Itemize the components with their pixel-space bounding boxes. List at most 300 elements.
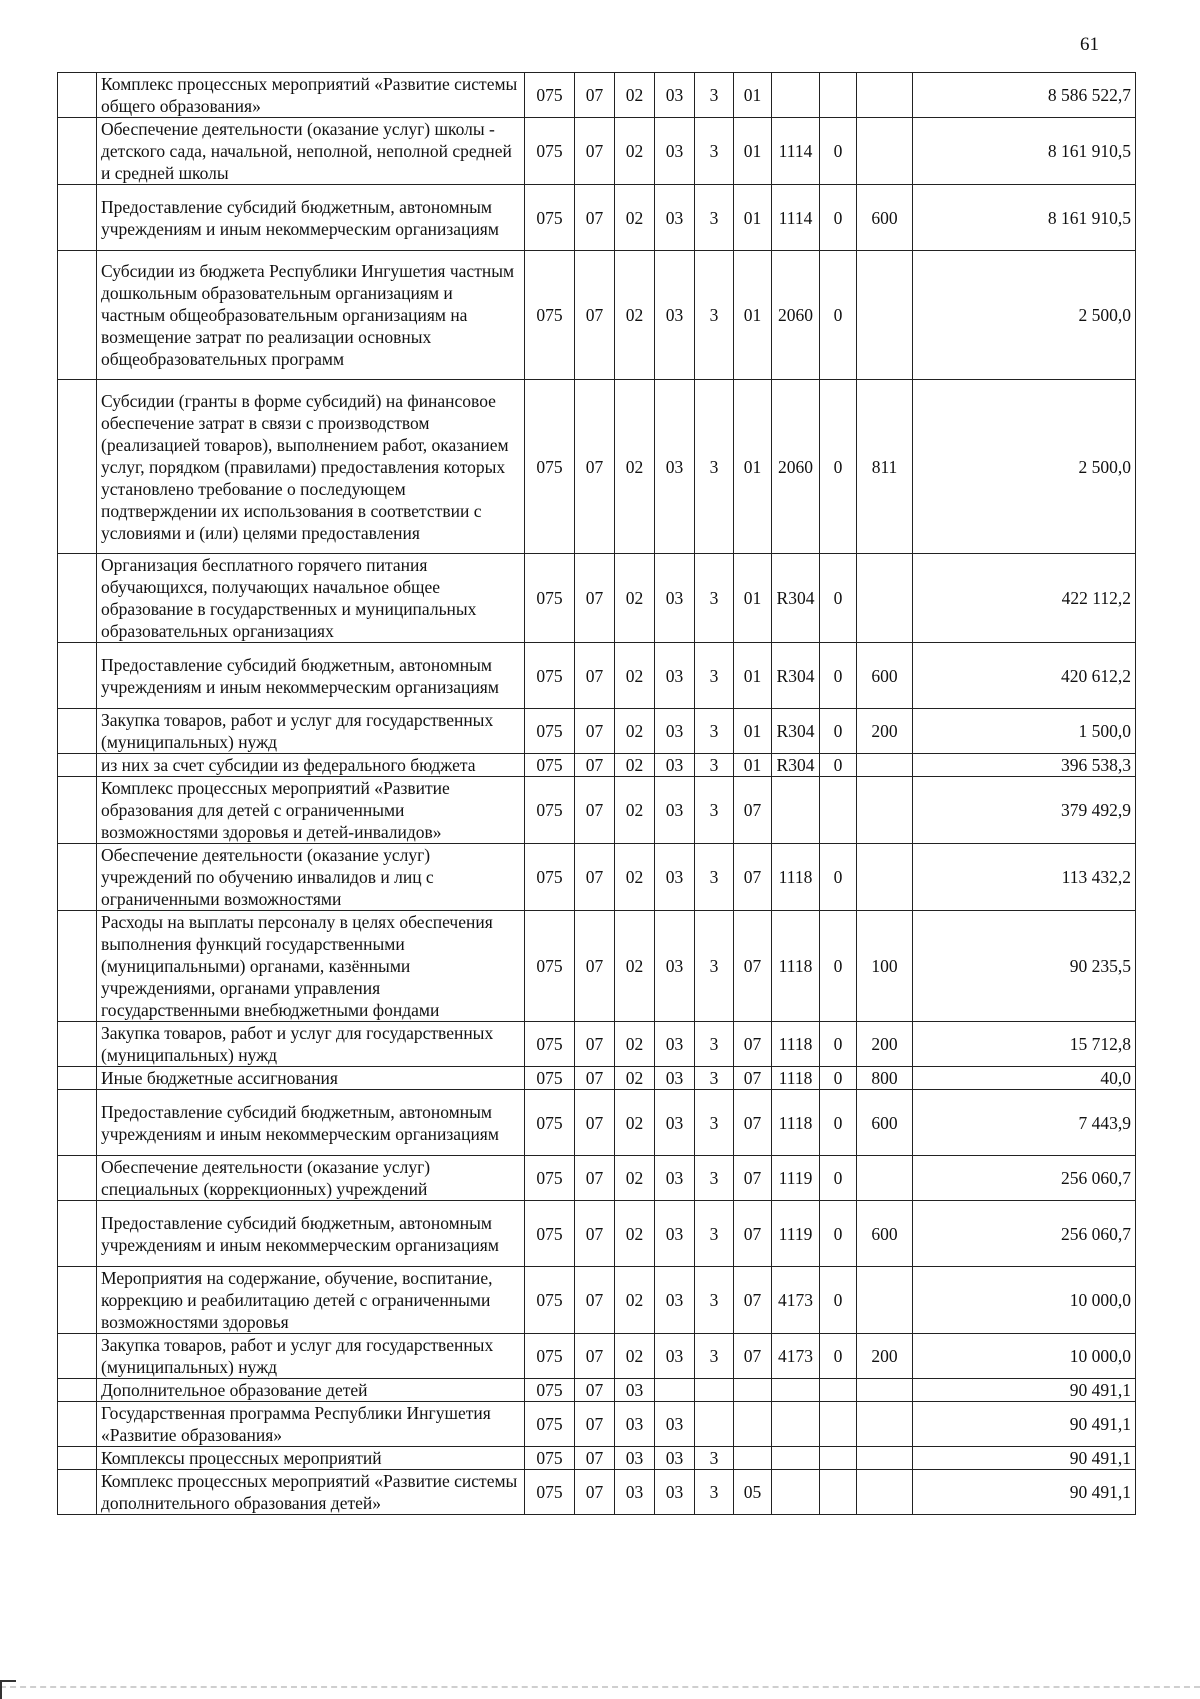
amount-cell: 2 500,0 — [913, 380, 1136, 554]
code-cell-c1: 075 — [525, 1447, 575, 1470]
code-cell-c5: 3 — [695, 73, 734, 118]
row-description: Комплекс процессных мероприятий «Развитие системы дополнительного образования детей» — [97, 1470, 525, 1515]
code-cell-c7 — [772, 1402, 820, 1447]
amount-cell: 40,0 — [913, 1067, 1136, 1090]
row-description: Дополнительное образование детей — [97, 1379, 525, 1402]
code-cell-c1: 075 — [525, 643, 575, 709]
code-cell-c1: 075 — [525, 1022, 575, 1067]
code-cell-c9: 811 — [857, 380, 913, 554]
code-cell-c3: 02 — [615, 118, 655, 185]
row-margin-cell — [58, 1470, 97, 1515]
code-cell-c3: 02 — [615, 251, 655, 380]
row-description: Обеспечение деятельности (оказание услуг) специальных (коррекционных) учреждений — [97, 1156, 525, 1201]
row-margin-cell — [58, 1447, 97, 1470]
code-cell-c6: 01 — [734, 643, 772, 709]
table-row — [58, 1379, 1136, 1402]
code-cell-c6: 01 — [734, 754, 772, 777]
code-cell-c8 — [820, 1379, 857, 1402]
code-cell-c6: 07 — [734, 1090, 772, 1156]
code-cell-c9 — [857, 844, 913, 911]
row-description: Субсидии (гранты в форме субсидий) на финансовое обеспечение затрат в связи с производством (реализацией товаров), выполнением работ, оказанием услуг, порядком (правилами) предоставления которых установлено требование о последующем подтверждении их использования в соответствии с условиями и (или) целями предоставления — [97, 380, 525, 554]
code-cell-c3: 02 — [615, 709, 655, 754]
code-cell-c1: 075 — [525, 1201, 575, 1267]
code-cell-c6: 01 — [734, 73, 772, 118]
code-cell-c2: 07 — [575, 380, 615, 554]
code-cell-c1: 075 — [525, 185, 575, 251]
code-cell-c1: 075 — [525, 1267, 575, 1334]
code-cell-c6 — [734, 1447, 772, 1470]
code-cell-c1: 075 — [525, 118, 575, 185]
code-cell-c4: 03 — [655, 1402, 695, 1447]
row-description: Комплексы процессных мероприятий — [97, 1447, 525, 1470]
code-cell-c8: 0 — [820, 251, 857, 380]
code-cell-c8: 0 — [820, 643, 857, 709]
code-cell-c8: 0 — [820, 1067, 857, 1090]
row-description: Иные бюджетные ассигнования — [97, 1067, 525, 1090]
code-cell-c6: 07 — [734, 777, 772, 844]
code-cell-c5: 3 — [695, 1022, 734, 1067]
code-cell-c4: 03 — [655, 1022, 695, 1067]
code-cell-c3: 02 — [615, 73, 655, 118]
code-cell-c8 — [820, 1447, 857, 1470]
code-cell-c8: 0 — [820, 554, 857, 643]
code-cell-c7: 1118 — [772, 844, 820, 911]
row-description: Организация бесплатного горячего питания обучающихся, получающих начальное общее образование в государственных и муниципальных образовательных организациях — [97, 554, 525, 643]
code-cell-c5: 3 — [695, 754, 734, 777]
row-description: Комплекс процессных мероприятий «Развитие образования для детей с ограниченными возможностями здоровья и детей-инвалидов» — [97, 777, 525, 844]
code-cell-c6: 01 — [734, 554, 772, 643]
code-cell-c3: 02 — [615, 1022, 655, 1067]
code-cell-c8: 0 — [820, 709, 857, 754]
amount-cell: 1 500,0 — [913, 709, 1136, 754]
code-cell-c9: 600 — [857, 1201, 913, 1267]
row-margin-cell — [58, 73, 97, 118]
row-margin-cell — [58, 185, 97, 251]
amount-cell: 10 000,0 — [913, 1267, 1136, 1334]
amount-cell: 422 112,2 — [913, 554, 1136, 643]
code-cell-c5: 3 — [695, 1090, 734, 1156]
amount-cell: 90 235,5 — [913, 911, 1136, 1022]
table-row — [58, 643, 1136, 709]
code-cell-c4: 03 — [655, 911, 695, 1022]
row-description: Комплекс процессных мероприятий «Развитие системы общего образования» — [97, 73, 525, 118]
code-cell-c9 — [857, 1447, 913, 1470]
code-cell-c7: R304 — [772, 643, 820, 709]
code-cell-c8: 0 — [820, 1334, 857, 1379]
code-cell-c3: 02 — [615, 1334, 655, 1379]
code-cell-c7 — [772, 1447, 820, 1470]
code-cell-c4: 03 — [655, 1090, 695, 1156]
table-row — [58, 1402, 1136, 1447]
code-cell-c5: 3 — [695, 911, 734, 1022]
code-cell-c3: 02 — [615, 380, 655, 554]
table-row — [58, 1090, 1136, 1156]
table-row — [58, 1067, 1136, 1090]
code-cell-c9 — [857, 777, 913, 844]
row-description: Обеспечение деятельности (оказание услуг) учреждений по обучению инвалидов и лиц с ограниченными возможностями — [97, 844, 525, 911]
row-description: Расходы на выплаты персоналу в целях обеспечения выполнения функций государственными (муниципальными) органами, казёнными учреждениями, органами управления государственными внебюджетными фондами — [97, 911, 525, 1022]
code-cell-c2: 07 — [575, 1201, 615, 1267]
table-row — [58, 777, 1136, 844]
code-cell-c8 — [820, 777, 857, 844]
code-cell-c2: 07 — [575, 185, 615, 251]
code-cell-c4: 03 — [655, 251, 695, 380]
code-cell-c6: 07 — [734, 911, 772, 1022]
code-cell-c6 — [734, 1402, 772, 1447]
table-row — [58, 185, 1136, 251]
code-cell-c2: 07 — [575, 1067, 615, 1090]
code-cell-c6: 07 — [734, 1267, 772, 1334]
code-cell-c3: 02 — [615, 1067, 655, 1090]
code-cell-c8: 0 — [820, 118, 857, 185]
amount-cell: 15 712,8 — [913, 1022, 1136, 1067]
amount-cell: 396 538,3 — [913, 754, 1136, 777]
code-cell-c3: 03 — [615, 1470, 655, 1515]
code-cell-c5: 3 — [695, 1067, 734, 1090]
code-cell-c8: 0 — [820, 844, 857, 911]
code-cell-c7: 1118 — [772, 1067, 820, 1090]
code-cell-c5: 3 — [695, 844, 734, 911]
code-cell-c9: 600 — [857, 185, 913, 251]
code-cell-c8: 0 — [820, 380, 857, 554]
amount-cell: 7 443,9 — [913, 1090, 1136, 1156]
code-cell-c7: 1114 — [772, 118, 820, 185]
code-cell-c6: 07 — [734, 1156, 772, 1201]
code-cell-c1: 075 — [525, 754, 575, 777]
amount-cell: 379 492,9 — [913, 777, 1136, 844]
code-cell-c5: 3 — [695, 709, 734, 754]
code-cell-c1: 075 — [525, 1334, 575, 1379]
row-margin-cell — [58, 1201, 97, 1267]
row-description: Мероприятия на содержание, обучение, воспитание, коррекцию и реабилитацию детей с ограниченными возможностями здоровья — [97, 1267, 525, 1334]
code-cell-c9 — [857, 554, 913, 643]
code-cell-c5: 3 — [695, 1267, 734, 1334]
row-description: из них за счет субсидии из федерального бюджета — [97, 754, 525, 777]
code-cell-c1: 075 — [525, 1090, 575, 1156]
code-cell-c4: 03 — [655, 1267, 695, 1334]
code-cell-c2: 07 — [575, 73, 615, 118]
row-margin-cell — [58, 709, 97, 754]
amount-cell: 8 161 910,5 — [913, 118, 1136, 185]
amount-cell: 90 491,1 — [913, 1470, 1136, 1515]
code-cell-c5: 3 — [695, 1470, 734, 1515]
code-cell-c7: 1119 — [772, 1201, 820, 1267]
code-cell-c2: 07 — [575, 1156, 615, 1201]
code-cell-c5: 3 — [695, 643, 734, 709]
code-cell-c9 — [857, 754, 913, 777]
code-cell-c4: 03 — [655, 709, 695, 754]
code-cell-c6: 07 — [734, 844, 772, 911]
row-margin-cell — [58, 844, 97, 911]
code-cell-c2: 07 — [575, 911, 615, 1022]
table-row — [58, 1447, 1136, 1470]
code-cell-c1: 075 — [525, 777, 575, 844]
amount-cell: 420 612,2 — [913, 643, 1136, 709]
code-cell-c2: 07 — [575, 554, 615, 643]
code-cell-c7: R304 — [772, 754, 820, 777]
code-cell-c8: 0 — [820, 1267, 857, 1334]
amount-cell: 256 060,7 — [913, 1201, 1136, 1267]
table-row — [58, 73, 1136, 118]
code-cell-c9 — [857, 1156, 913, 1201]
code-cell-c5: 3 — [695, 1334, 734, 1379]
code-cell-c3: 02 — [615, 1090, 655, 1156]
amount-cell: 10 000,0 — [913, 1334, 1136, 1379]
code-cell-c5: 3 — [695, 554, 734, 643]
code-cell-c6: 07 — [734, 1201, 772, 1267]
code-cell-c6: 01 — [734, 118, 772, 185]
row-description: Предоставление субсидий бюджетным, автономным учреждениям и иным некоммерческим организациям — [97, 1090, 525, 1156]
scan-artifact-corner — [0, 1680, 16, 1699]
code-cell-c5: 3 — [695, 185, 734, 251]
code-cell-c4: 03 — [655, 1156, 695, 1201]
table-row — [58, 1022, 1136, 1067]
amount-cell: 90 491,1 — [913, 1402, 1136, 1447]
row-margin-cell — [58, 1267, 97, 1334]
code-cell-c7: R304 — [772, 709, 820, 754]
row-margin-cell — [58, 643, 97, 709]
code-cell-c6 — [734, 1379, 772, 1402]
row-margin-cell — [58, 777, 97, 844]
code-cell-c1: 075 — [525, 1402, 575, 1447]
code-cell-c4: 03 — [655, 1447, 695, 1470]
code-cell-c2: 07 — [575, 844, 615, 911]
code-cell-c6: 07 — [734, 1022, 772, 1067]
code-cell-c4: 03 — [655, 844, 695, 911]
table-row — [58, 380, 1136, 554]
code-cell-c5: 3 — [695, 1201, 734, 1267]
code-cell-c5: 3 — [695, 1447, 734, 1470]
code-cell-c9: 200 — [857, 1022, 913, 1067]
amount-cell: 113 432,2 — [913, 844, 1136, 911]
table-row — [58, 251, 1136, 380]
code-cell-c5: 3 — [695, 380, 734, 554]
code-cell-c1: 075 — [525, 1379, 575, 1402]
code-cell-c3: 02 — [615, 643, 655, 709]
table-row — [58, 1156, 1136, 1201]
code-cell-c9: 800 — [857, 1067, 913, 1090]
code-cell-c2: 07 — [575, 754, 615, 777]
code-cell-c2: 07 — [575, 1402, 615, 1447]
amount-cell: 90 491,1 — [913, 1379, 1136, 1402]
code-cell-c9 — [857, 1470, 913, 1515]
code-cell-c8 — [820, 1402, 857, 1447]
code-cell-c6: 07 — [734, 1067, 772, 1090]
code-cell-c9: 600 — [857, 643, 913, 709]
code-cell-c8: 0 — [820, 185, 857, 251]
scan-artifact-line — [0, 1686, 1200, 1688]
code-cell-c8 — [820, 73, 857, 118]
row-description: Государственная программа Республики Ингушетия «Развитие образования» — [97, 1402, 525, 1447]
code-cell-c1: 075 — [525, 251, 575, 380]
row-description: Обеспечение деятельности (оказание услуг) школы - детского сада, начальной, неполной, неполной средней и средней школы — [97, 118, 525, 185]
row-description: Закупка товаров, работ и услуг для государственных (муниципальных) нужд — [97, 1022, 525, 1067]
code-cell-c3: 02 — [615, 1267, 655, 1334]
amount-cell: 256 060,7 — [913, 1156, 1136, 1201]
code-cell-c2: 07 — [575, 118, 615, 185]
code-cell-c6: 07 — [734, 1334, 772, 1379]
code-cell-c6: 01 — [734, 709, 772, 754]
code-cell-c4: 03 — [655, 185, 695, 251]
code-cell-c7: 1114 — [772, 185, 820, 251]
row-description: Закупка товаров, работ и услуг для государственных (муниципальных) нужд — [97, 709, 525, 754]
code-cell-c9: 200 — [857, 709, 913, 754]
code-cell-c2: 07 — [575, 1334, 615, 1379]
code-cell-c1: 075 — [525, 73, 575, 118]
code-cell-c3: 03 — [615, 1447, 655, 1470]
code-cell-c6: 01 — [734, 251, 772, 380]
code-cell-c7 — [772, 777, 820, 844]
code-cell-c7 — [772, 1470, 820, 1515]
code-cell-c9 — [857, 1379, 913, 1402]
code-cell-c9: 200 — [857, 1334, 913, 1379]
row-margin-cell — [58, 1067, 97, 1090]
code-cell-c3: 02 — [615, 911, 655, 1022]
code-cell-c7: 1118 — [772, 911, 820, 1022]
code-cell-c7: 2060 — [772, 380, 820, 554]
code-cell-c2: 07 — [575, 643, 615, 709]
row-description: Закупка товаров, работ и услуг для государственных (муниципальных) нужд — [97, 1334, 525, 1379]
row-margin-cell — [58, 911, 97, 1022]
code-cell-c8: 0 — [820, 754, 857, 777]
code-cell-c8: 0 — [820, 911, 857, 1022]
code-cell-c5: 3 — [695, 118, 734, 185]
code-cell-c7: 2060 — [772, 251, 820, 380]
code-cell-c3: 02 — [615, 844, 655, 911]
code-cell-c7 — [772, 73, 820, 118]
code-cell-c4: 03 — [655, 754, 695, 777]
code-cell-c9: 600 — [857, 1090, 913, 1156]
code-cell-c7: 1118 — [772, 1022, 820, 1067]
code-cell-c2: 07 — [575, 1379, 615, 1402]
row-margin-cell — [58, 1334, 97, 1379]
code-cell-c8: 0 — [820, 1201, 857, 1267]
code-cell-c1: 075 — [525, 554, 575, 643]
code-cell-c1: 075 — [525, 911, 575, 1022]
row-description: Субсидии из бюджета Республики Ингушетия частным дошкольным образовательным организациям и частным общеобразовательным организациям на возмещение затрат по реализации основных общеобразовательных программ — [97, 251, 525, 380]
code-cell-c1: 075 — [525, 1067, 575, 1090]
amount-cell: 90 491,1 — [913, 1447, 1136, 1470]
code-cell-c6: 01 — [734, 185, 772, 251]
code-cell-c8: 0 — [820, 1156, 857, 1201]
code-cell-c7 — [772, 1379, 820, 1402]
row-margin-cell — [58, 1022, 97, 1067]
code-cell-c4: 03 — [655, 1201, 695, 1267]
code-cell-c7: R304 — [772, 554, 820, 643]
code-cell-c4: 03 — [655, 1067, 695, 1090]
row-margin-cell — [58, 1402, 97, 1447]
code-cell-c4: 03 — [655, 1470, 695, 1515]
code-cell-c1: 075 — [525, 1156, 575, 1201]
code-cell-c2: 07 — [575, 777, 615, 844]
code-cell-c4: 03 — [655, 380, 695, 554]
code-cell-c8 — [820, 1470, 857, 1515]
amount-cell: 8 161 910,5 — [913, 185, 1136, 251]
table-row — [58, 554, 1136, 643]
table-row — [58, 1334, 1136, 1379]
budget-table — [57, 72, 1136, 1515]
table-body — [58, 73, 1136, 1515]
code-cell-c7: 4173 — [772, 1267, 820, 1334]
code-cell-c4: 03 — [655, 554, 695, 643]
code-cell-c2: 07 — [575, 1470, 615, 1515]
code-cell-c5 — [695, 1402, 734, 1447]
code-cell-c4: 03 — [655, 118, 695, 185]
table-row — [58, 709, 1136, 754]
code-cell-c9 — [857, 251, 913, 380]
code-cell-c7: 4173 — [772, 1334, 820, 1379]
code-cell-c1: 075 — [525, 709, 575, 754]
table-row — [58, 844, 1136, 911]
code-cell-c4: 03 — [655, 1334, 695, 1379]
code-cell-c9 — [857, 1402, 913, 1447]
table-row — [58, 1470, 1136, 1515]
code-cell-c9 — [857, 73, 913, 118]
code-cell-c9: 100 — [857, 911, 913, 1022]
code-cell-c3: 02 — [615, 1201, 655, 1267]
code-cell-c8: 0 — [820, 1022, 857, 1067]
row-description: Предоставление субсидий бюджетным, автономным учреждениям и иным некоммерческим организациям — [97, 1201, 525, 1267]
code-cell-c4: 03 — [655, 643, 695, 709]
code-cell-c5: 3 — [695, 777, 734, 844]
code-cell-c5: 3 — [695, 1156, 734, 1201]
code-cell-c1: 075 — [525, 380, 575, 554]
table-row — [58, 911, 1136, 1022]
row-margin-cell — [58, 118, 97, 185]
code-cell-c6: 05 — [734, 1470, 772, 1515]
code-cell-c5: 3 — [695, 251, 734, 380]
code-cell-c9 — [857, 118, 913, 185]
code-cell-c2: 07 — [575, 1090, 615, 1156]
code-cell-c3: 03 — [615, 1379, 655, 1402]
code-cell-c2: 07 — [575, 1022, 615, 1067]
code-cell-c1: 075 — [525, 1470, 575, 1515]
row-margin-cell — [58, 754, 97, 777]
amount-cell: 8 586 522,7 — [913, 73, 1136, 118]
row-margin-cell — [58, 1090, 97, 1156]
code-cell-c7: 1119 — [772, 1156, 820, 1201]
table-row — [58, 118, 1136, 185]
code-cell-c4: 03 — [655, 777, 695, 844]
row-margin-cell — [58, 1156, 97, 1201]
table-row — [58, 1201, 1136, 1267]
code-cell-c9 — [857, 1267, 913, 1334]
amount-cell: 2 500,0 — [913, 251, 1136, 380]
code-cell-c3: 02 — [615, 554, 655, 643]
code-cell-c5 — [695, 1379, 734, 1402]
code-cell-c3: 02 — [615, 185, 655, 251]
code-cell-c2: 07 — [575, 1267, 615, 1334]
code-cell-c4 — [655, 1379, 695, 1402]
page-number: 61 — [1080, 34, 1099, 55]
code-cell-c3: 02 — [615, 754, 655, 777]
table-row — [58, 1267, 1136, 1334]
row-description: Предоставление субсидий бюджетным, автономным учреждениям и иным некоммерческим организациям — [97, 185, 525, 251]
code-cell-c3: 02 — [615, 1156, 655, 1201]
row-margin-cell — [58, 1379, 97, 1402]
code-cell-c6: 01 — [734, 380, 772, 554]
code-cell-c3: 02 — [615, 777, 655, 844]
code-cell-c2: 07 — [575, 709, 615, 754]
row-margin-cell — [58, 251, 97, 380]
code-cell-c2: 07 — [575, 251, 615, 380]
row-description: Предоставление субсидий бюджетным, автономным учреждениям и иным некоммерческим организациям — [97, 643, 525, 709]
code-cell-c1: 075 — [525, 844, 575, 911]
code-cell-c3: 03 — [615, 1402, 655, 1447]
table-row — [58, 754, 1136, 777]
code-cell-c4: 03 — [655, 73, 695, 118]
code-cell-c7: 1118 — [772, 1090, 820, 1156]
